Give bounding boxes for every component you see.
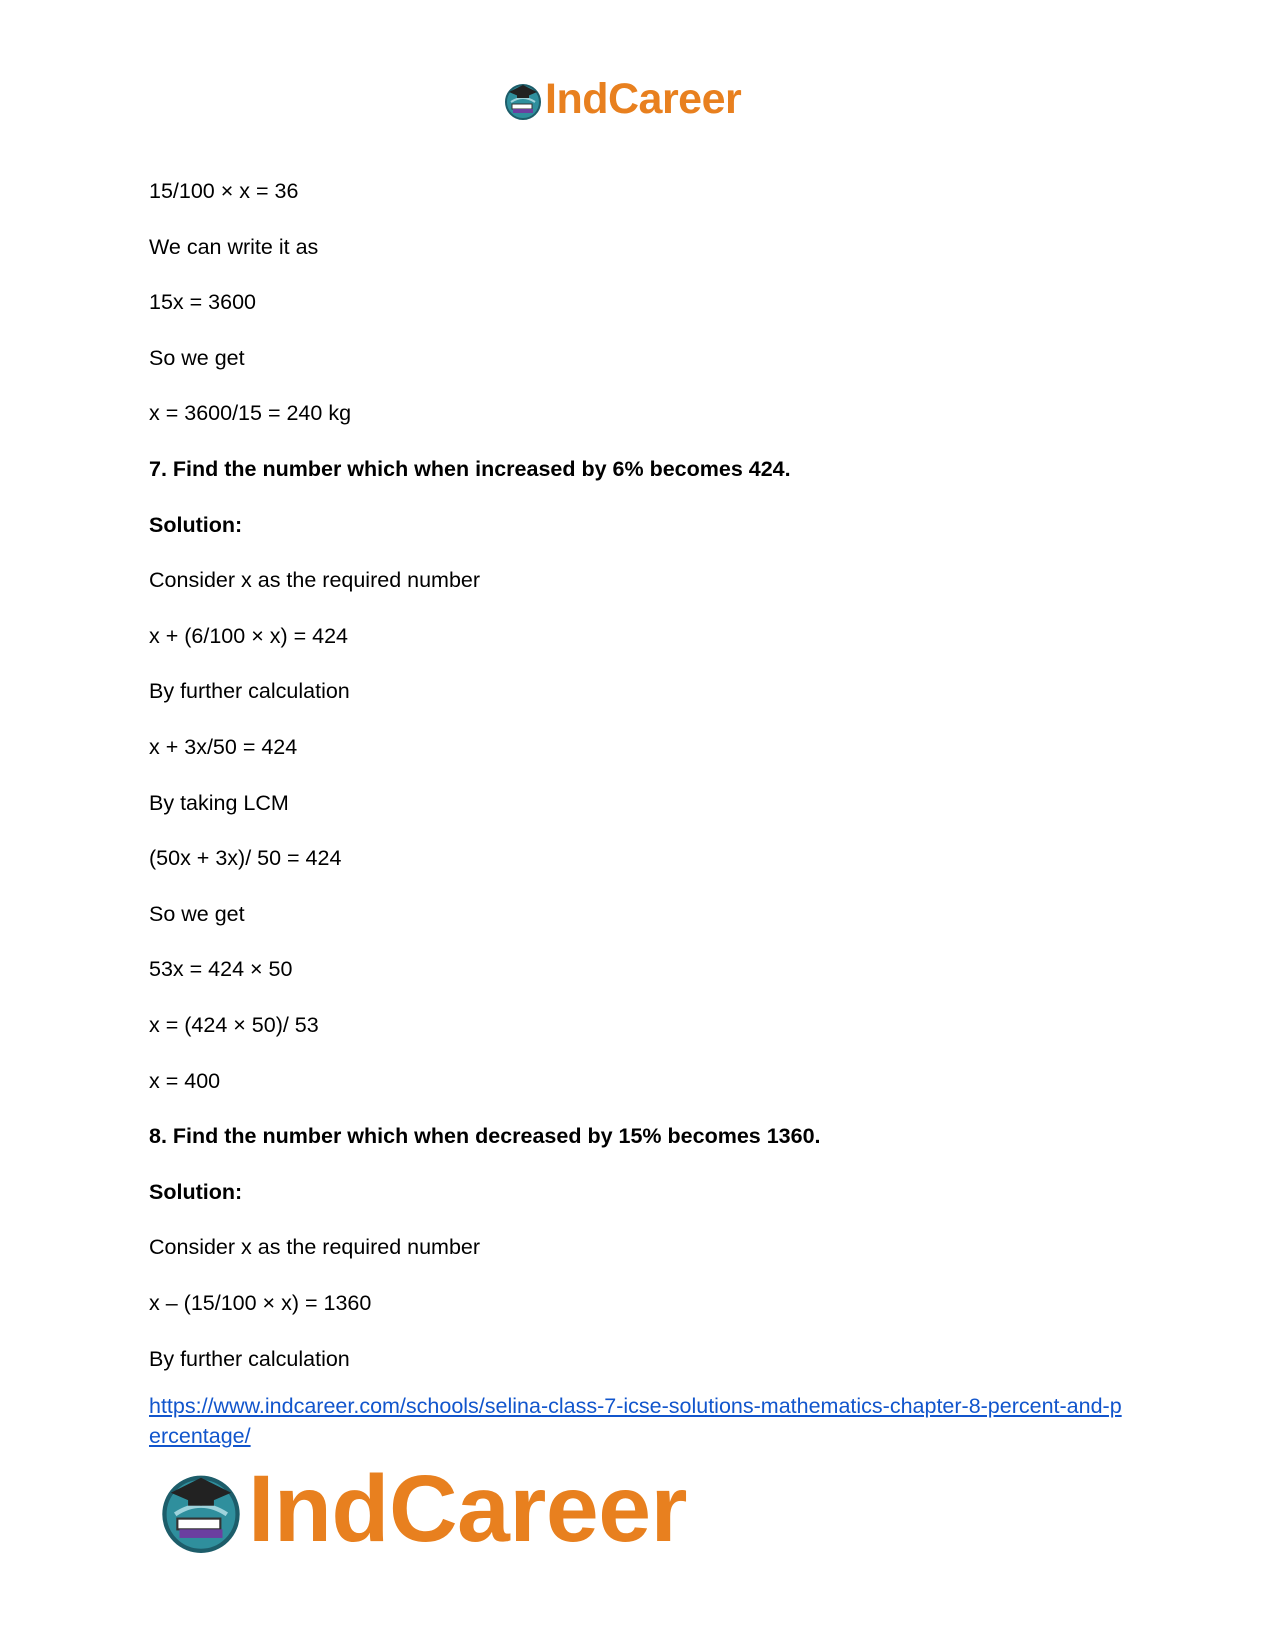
text-line: 53x = 424 × 50: [149, 957, 293, 981]
text-line: Consider x as the required number: [149, 1235, 481, 1259]
text-line: We can write it as: [149, 235, 319, 259]
text-line: So we get: [149, 902, 245, 926]
text-line: x – (15/100 × x) = 1360: [149, 1291, 372, 1315]
footer-logo: [158, 1456, 688, 1562]
text-line: x + (6/100 × x) = 424: [149, 624, 349, 648]
question-heading: Solution:: [149, 513, 243, 537]
logo-wordmark: IndCareer: [248, 1456, 688, 1562]
question-heading: 7. Find the number which when increased by 6% becomes 424.: [149, 457, 791, 481]
text-line: x = (424 × 50)/ 53: [149, 1013, 319, 1037]
globe-graduation-cap-icon: [158, 1467, 244, 1553]
text-line: By further calculation: [149, 679, 350, 703]
text-line: x = 400: [149, 1069, 221, 1093]
header-logo: [503, 75, 742, 123]
source-link[interactable]: https://www.indcareer.com/schools/selina-class-7-icse-solutions-mathematics-chapter-8-percent-and-percentage/: [149, 1394, 1122, 1448]
text-line: 15x = 3600: [149, 290, 256, 314]
text-line: x = 3600/15 = 240 kg: [149, 401, 352, 425]
text-line: x + 3x/50 = 424: [149, 735, 298, 759]
text-line: (50x + 3x)/ 50 = 424: [149, 846, 342, 870]
text-line: By further calculation: [149, 1347, 350, 1371]
question-heading: 8. Find the number which when decreased by 15% becomes 1360.: [149, 1124, 821, 1148]
globe-graduation-cap-icon: [503, 80, 543, 120]
question-heading: Solution:: [149, 1180, 243, 1204]
text-line: 15/100 × x = 36: [149, 179, 299, 203]
text-line: Consider x as the required number: [149, 568, 481, 592]
text-line: By taking LCM: [149, 791, 289, 815]
text-line: So we get: [149, 346, 245, 370]
logo-wordmark: IndCareer: [545, 75, 742, 123]
